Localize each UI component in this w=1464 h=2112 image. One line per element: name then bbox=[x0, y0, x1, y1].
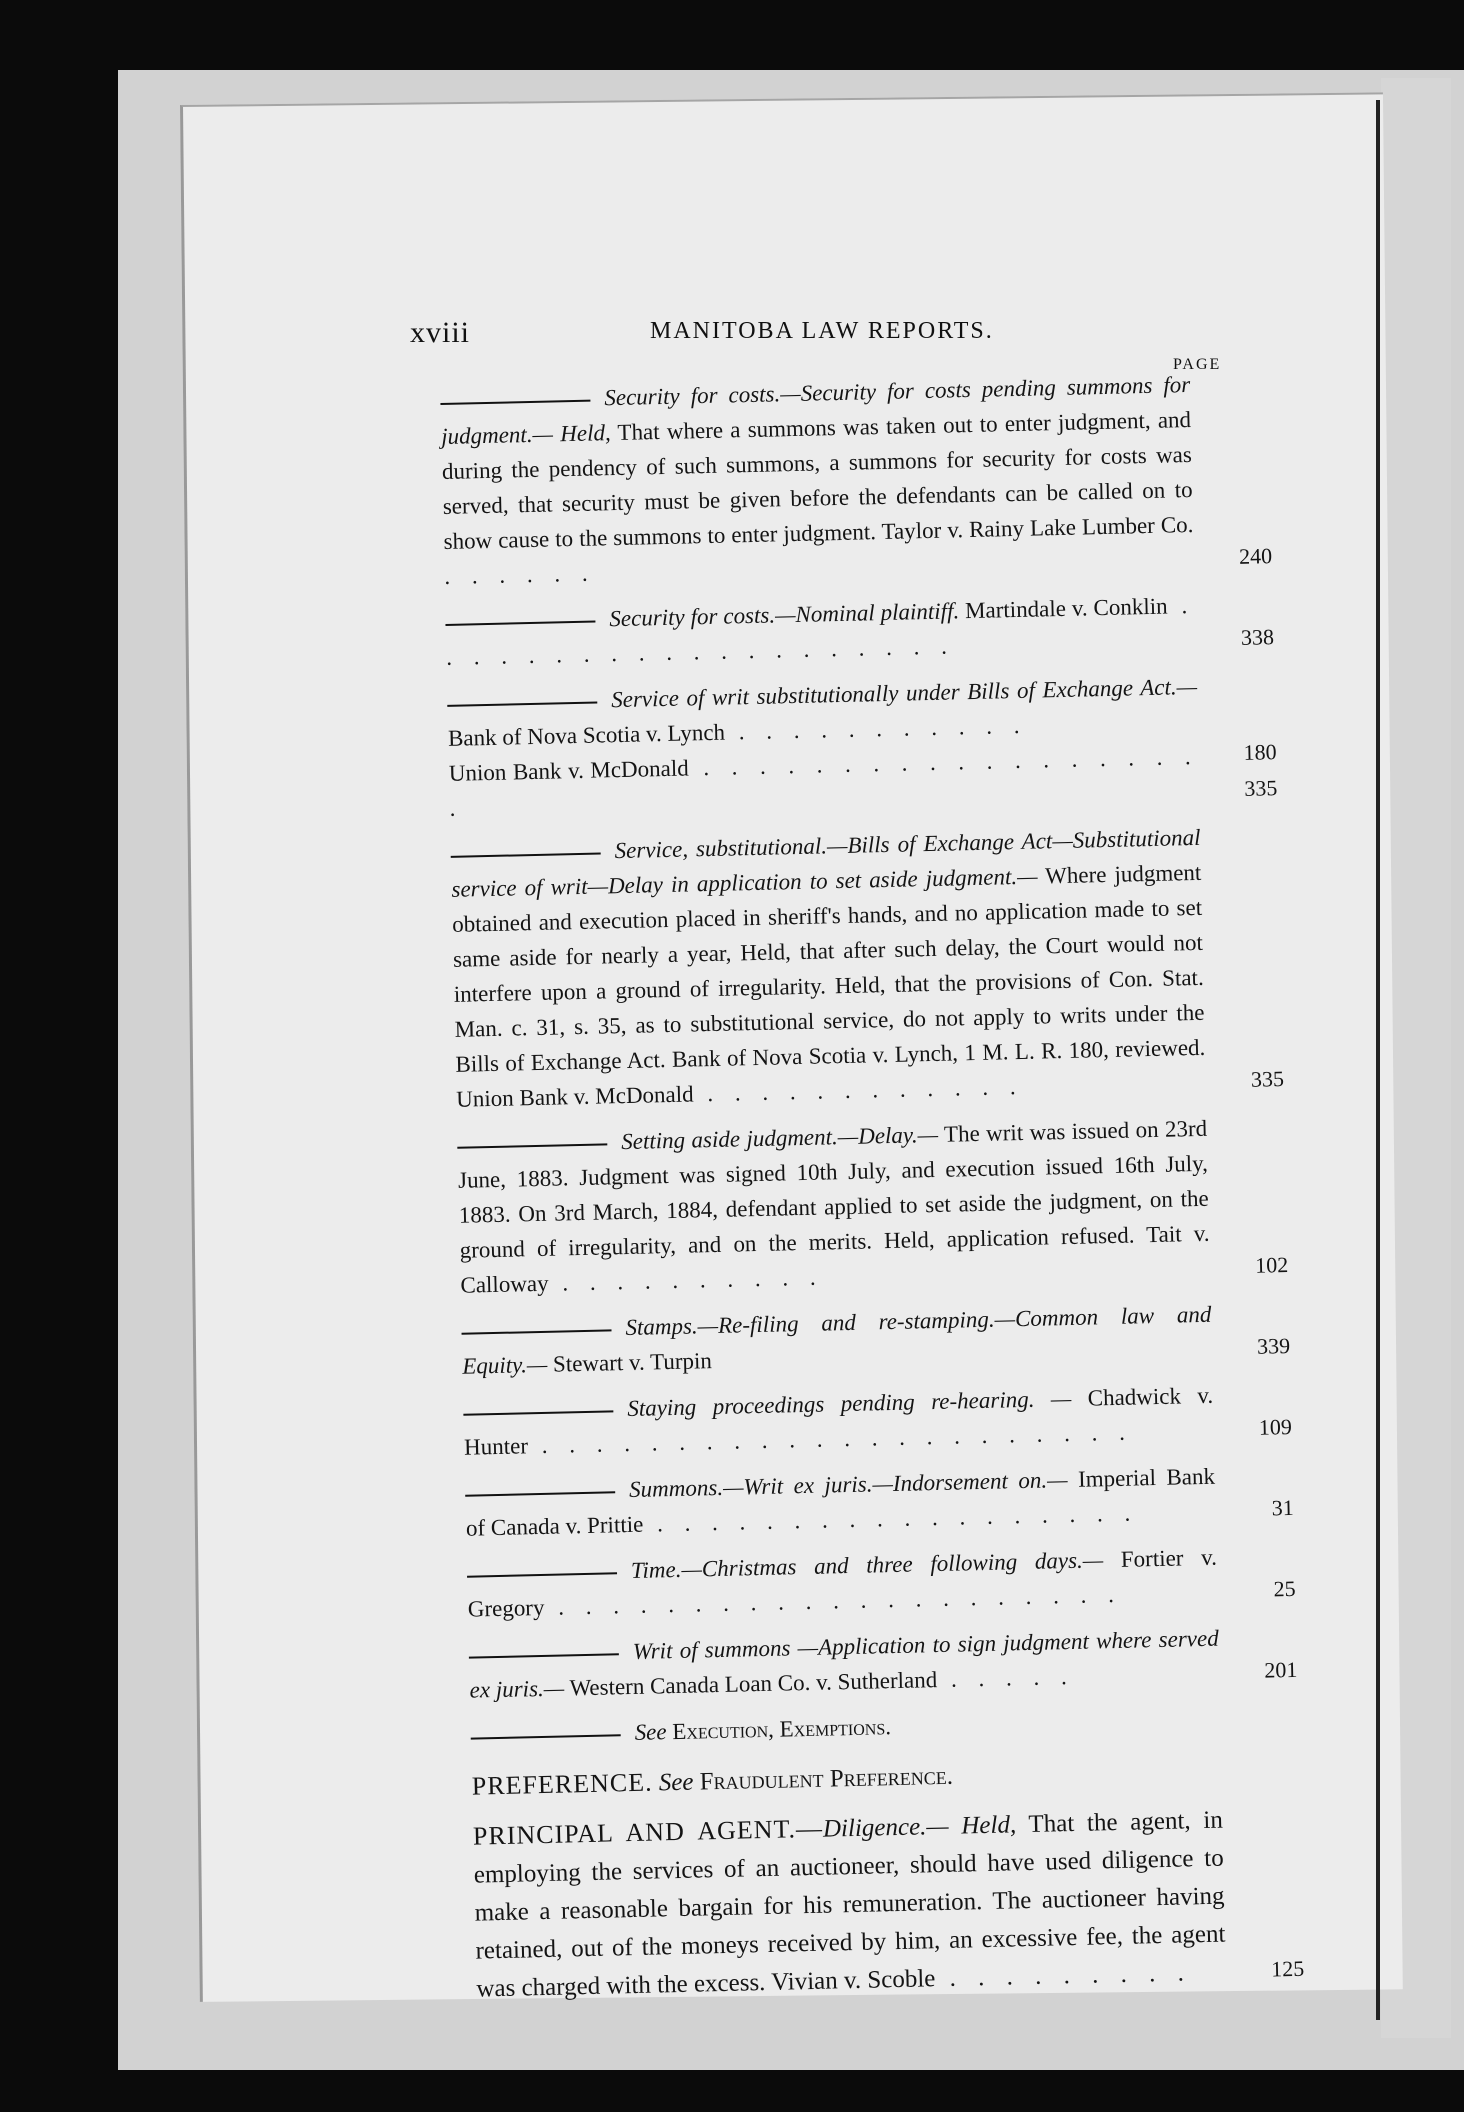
running-title: MANITOBA LAW REPORTS. bbox=[650, 318, 994, 344]
index-topic-principal-agent: PRINCIPAL AND AGENT.—Diligence.— Held, That the agent, in employing the services of an auctioneer, should have used diligence to make a reasonable bargain for his remuneration. The auctioneer having retained, out of the moneys received by him, an excessive fee, the agent was charged with the excess. Vivian v. Scoble . . . . . . . . . 125 bbox=[472, 1806, 1305, 2003]
page-gutter-edge bbox=[1376, 100, 1380, 2020]
ditto-dash bbox=[445, 620, 595, 625]
ditto-dash bbox=[462, 1329, 612, 1334]
page-ref: 335 bbox=[1250, 1066, 1285, 1092]
index-entry: Service of writ substitutionally under Bills of Exchange Act.— Bank of Nova Scotia v. Lynch . . . . . . . . . . . 180 Union Bank v. McDonald . . . . . . . . . . . . . . . . . . . 335 bbox=[447, 668, 1260, 826]
held-label: Held, bbox=[961, 1811, 1017, 1840]
topic-title: PREFERENCE. bbox=[471, 1767, 653, 1801]
entry-body: Fortier v. Gregory bbox=[467, 1544, 1218, 1622]
index-entry: Staying proceedings pending re-hearing. — Chadwick v. Hunter . . . . . . . . . . . . . . . . . . . . . . 109 bbox=[463, 1382, 1293, 1460]
index-entry: Service, substitutional.—Bills of Exchange Act—Substitutional service of writ—Delay in application to set aside judgment.— Where judgment obtained and execution placed in sheriff's hands, and no application made to set same aside for nearly a year, Held, that after such delay, the Court would not interfere upon a ground of irregularity. Held, that the provisions of Con. Stat. Man. c. 31, s. 35, as to substitutional service, do not apply to writs under the Bills of Exchange Act. Bank of Nova Scotia v. Lynch, 1 M. L. R. 180, reviewed. Union Bank v. McDonald . . . . . . . . . . . . 335 bbox=[451, 824, 1285, 1112]
entry-heading: Security for costs.—Nominal plaintiff. bbox=[609, 598, 960, 632]
entry-body: Imperial Bank of Canada v. Prittie bbox=[465, 1463, 1216, 1541]
page-ref: 180 bbox=[1243, 739, 1277, 765]
ditto-dash bbox=[471, 1734, 621, 1739]
index-entries bbox=[440, 366, 1305, 2020]
entry-body: That where a summons was taken out to enter judgment, and during the pendency of such summons, a summons for security for costs was served, that security must be given before the defendants can be called on to show cause to the summons to enter judgment. Taylor v. Rainy Lake Lumber Co. bbox=[441, 406, 1194, 554]
entry-body: Where judgment obtained and execution placed in sheriff's hands, and no application made to set same aside for nearly a year, Held, that after such delay, the Court would not interfere upon a ground of irregularity. Held, that the provisions of Con. Stat. Man. c. 31, s. 35, as to substitutional service, do not apply to writs under the Bills of Exchange Act. Bank of Nova Scotia v. Lynch, 1 M. L. R. 180, reviewed. Union Bank v. McDonald bbox=[451, 859, 1206, 1112]
page-ref: 339 bbox=[1256, 1332, 1291, 1359]
see-label: See bbox=[658, 1768, 694, 1797]
entry-body: Bank of Nova Scotia v. Lynch bbox=[447, 719, 726, 751]
page-ref: 125 bbox=[1270, 1955, 1305, 1982]
entry-body: That the agent, in employing the services of an auctioneer, should have used diligence to make a reasonable bargain for his remuneration. The auctioneer having retained, out of the moneys received by him, an excessive fee, the agent was charged with the excess. Vivian v. Scoble bbox=[473, 1806, 1226, 2003]
ditto-dash bbox=[457, 1143, 607, 1148]
ditto-dash bbox=[469, 1653, 619, 1658]
index-entry: Writ of summons —Application to sign judgment where served ex juris.— Western Canada Loan Co. v. Sutherland . . . . . 201 bbox=[469, 1625, 1298, 1703]
entry-heading: Time.—Christmas and three following days.— bbox=[630, 1547, 1104, 1583]
page-ref: 31 bbox=[1271, 1494, 1294, 1521]
index-entry: Security for costs.—Nominal plaintiff. Martindale v. Conklin . . . . . . . . . . . . . . . . . . . . 338 bbox=[445, 592, 1275, 670]
ditto-dash bbox=[467, 1572, 617, 1577]
page-ref: 102 bbox=[1254, 1251, 1289, 1278]
page-column-label: PAGE bbox=[1173, 356, 1222, 373]
folio-number: xviii bbox=[410, 316, 471, 349]
entry-heading: Writ of summons —Application to sign judgment where served ex juris.— bbox=[469, 1625, 1219, 1703]
page-header bbox=[410, 316, 1290, 356]
ditto-dash bbox=[465, 1491, 615, 1496]
ditto-dash bbox=[451, 852, 601, 857]
entry-body: Martindale v. Conklin bbox=[964, 593, 1168, 624]
page-ref: 240 bbox=[1238, 543, 1273, 569]
page-ref: 201 bbox=[1264, 1656, 1298, 1683]
entry-body: Western Canada Loan Co. v. Sutherland bbox=[569, 1667, 938, 1701]
cross-reference: Execution, Exemptions. bbox=[672, 1714, 892, 1745]
entry-body: Stewart v. Turpin bbox=[552, 1348, 713, 1377]
index-entry: Time.—Christmas and three following days.— Fortier v. Gregory . . . . . . . . . . . . . . . . . . . . . 25 bbox=[467, 1544, 1296, 1622]
entry-heading: Diligence.— bbox=[822, 1812, 949, 1843]
ditto-dash bbox=[463, 1410, 613, 1415]
page-ref: 338 bbox=[1240, 624, 1275, 650]
index-entry: Security for costs.—Security for costs pending summons for judgment.— Held, That where a summons was taken out to enter judgment, and during the pendency of such summons, a summons for security for costs was served, that security must be given before the defendants can be called on to show cause to the summons to enter judgment. Taylor v. Rainy Lake Lumber Co. . . . . . . 240 bbox=[440, 371, 1273, 589]
held-label: Held, bbox=[559, 420, 611, 447]
index-entry bbox=[470, 1700, 1281, 1753]
entry-heading: Service, substitutional.—Bills of Exchange Act—Substitutional service of writ—Delay in application to set aside judgment.— bbox=[451, 824, 1201, 902]
ditto-dash bbox=[440, 399, 590, 404]
entry-line: Union Bank v. McDonald . . . . . . . . . . . . . . . . . . . bbox=[448, 743, 1199, 821]
entry-heading: Stamps.—Re-filing and re-stamping.—Common law and Equity.— bbox=[462, 1301, 1212, 1379]
index-entry: Summons.—Writ ex juris.—Indorsement on.— Imperial Bank of Canada v. Prittie . . . . . . . . . . . . . . . . . . 31 bbox=[465, 1463, 1294, 1541]
entry-body-secondary: Union Bank v. McDonald bbox=[448, 755, 689, 786]
entry-body: The writ was issued on 23rd June, 1883. Judgment was signed 10th July, and execution issued 16th July, 1883. On 3rd March, 1884, defendant applied to set aside the judgment, on the ground of irregularity, and on the merits. Held, application refused. Tait v. Calloway bbox=[457, 1115, 1210, 1298]
entry-heading: Security for costs.—Security for costs pending summons for judgment.— bbox=[440, 371, 1191, 449]
topic-title: PRINCIPAL AND AGENT.— bbox=[472, 1813, 824, 1851]
index-entry bbox=[461, 1295, 1291, 1383]
index-topic-preference bbox=[471, 1749, 1282, 1806]
ditto-dash bbox=[447, 701, 597, 706]
page-ref: 25 bbox=[1273, 1575, 1296, 1602]
see-label: See bbox=[634, 1719, 667, 1745]
entry-heading: Setting aside judgment.—Delay.— bbox=[620, 1121, 939, 1155]
entry-heading: Summons.—Writ ex juris.—Indorsement on.— bbox=[628, 1467, 1068, 1502]
page-ref-secondary: 335 bbox=[1244, 775, 1278, 801]
page-ref: 109 bbox=[1258, 1413, 1293, 1440]
entry-heading: Staying proceedings pending re-hearing. — bbox=[627, 1385, 1072, 1422]
entry-heading: Service of writ substitutionally under Bills of Exchange Act.— bbox=[610, 673, 1198, 713]
index-entry: Setting aside judgment.—Delay.— The writ was issued on 23rd June, 1883. Judgment was signed 10th July, and execution issued 16th July, 1883. On 3rd March, 1884, defendant applied to set aside the judgment, on the ground of irregularity, and on the merits. Held, application refused. Tait v. Calloway . . . . . . . . . . 102 bbox=[457, 1115, 1289, 1298]
entry-body: Chadwick v. Hunter bbox=[463, 1382, 1214, 1460]
cross-reference: Fraudulent Preference. bbox=[699, 1762, 954, 1796]
